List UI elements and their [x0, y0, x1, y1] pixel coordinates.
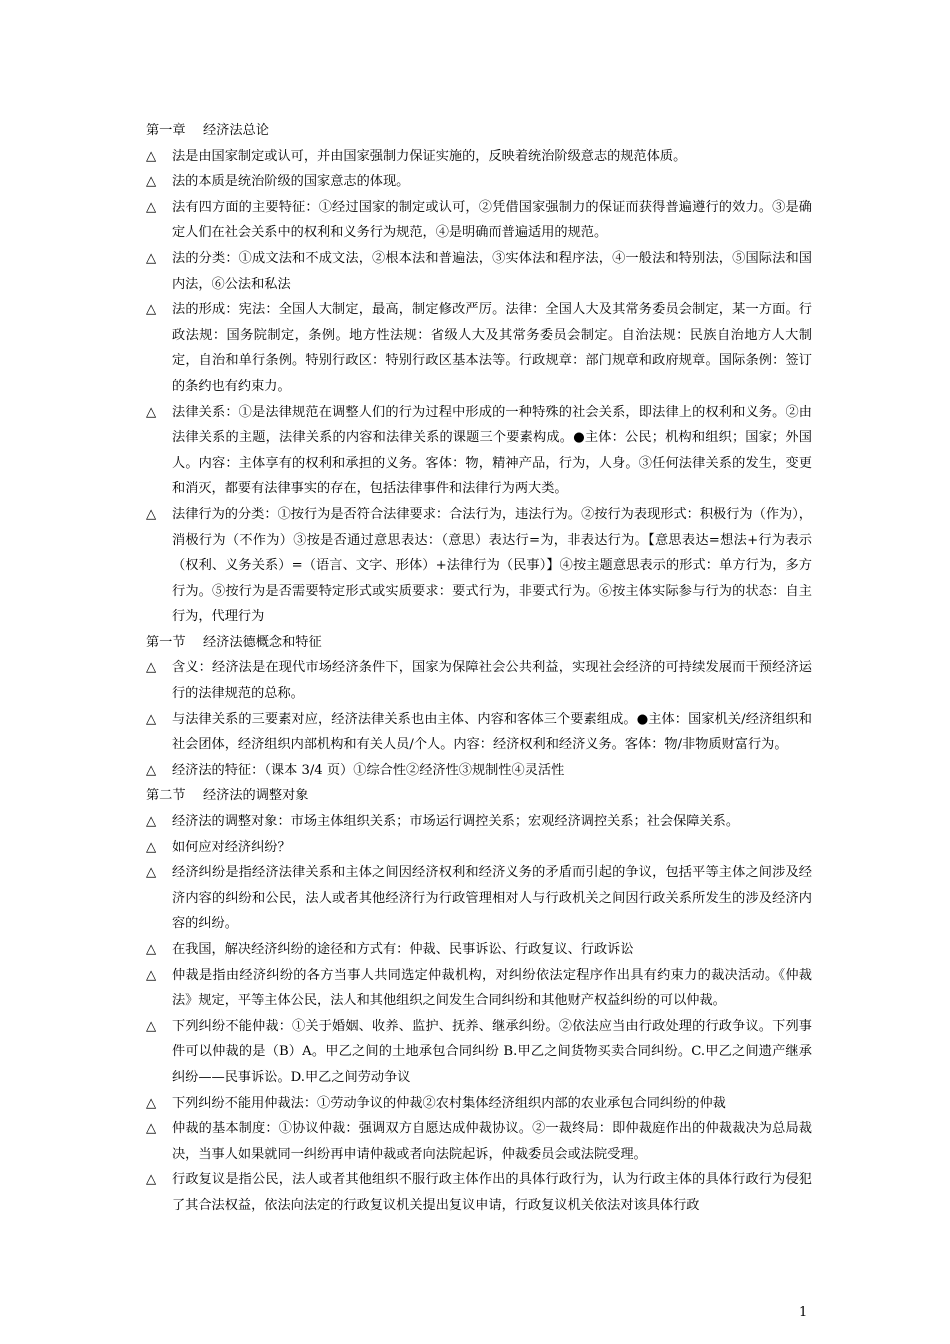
- list-item-text: 法的分类：①成文法和不成文法，②根本法和普遍法，③实体法和程序法，④一般法和特别法，⑤国际法和国内法，⑥公法和私法: [172, 250, 812, 292]
- triangle-bullet-icon: △: [146, 762, 157, 778]
- list-item: [146, 1091, 812, 1117]
- list-item: [146, 400, 812, 502]
- list-item-text: 经济纠纷是指经济法律关系和主体之间因经济权利和经济义务的矛盾而引起的争议，包括平等主体之间涉及经济内容的纠纷和公民，法人或者其他经济行为行政管理相对人与行政机关之间因行政关系所发生的涉及经济内容的纠纷。: [172, 865, 812, 932]
- list-item-text: 法的形成：宪法：全国人大制定，最高，制定修改严厉。法律：全国人大及其常务委员会制定，某一方面。行政法规：国务院制定，条例。地方性法规：省级人大及其常务委员会制定。自治法规：民族自治地方人大制定，自治和单行条例。特别行政区：特别行政区基本法等。行政规章：部门规章和政府规章。国际条例：签订的条约也有约束力。: [172, 302, 812, 394]
- list-item: [146, 144, 812, 170]
- section-heading: 第一节 经济法德概念和特征: [146, 634, 322, 650]
- list-item: [146, 169, 812, 195]
- triangle-bullet-icon: △: [146, 711, 157, 727]
- page-number: 1: [799, 1305, 808, 1320]
- list-item: [146, 1014, 812, 1091]
- triangle-bullet-icon: △: [146, 839, 157, 855]
- list-item: [146, 860, 812, 937]
- list-item-text: 下列纠纷不能用仲裁法：①劳动争议的仲裁②农村集体经济组织内部的农业承包合同纠纷的仲裁: [172, 1095, 726, 1111]
- list-item-text: 法有四方面的主要特征：①经过国家的制定或认可，②凭借国家强制力的保证而获得普遍遵行的效力。③是确定人们在社会关系中的权利和义务行为规范，④是明确而普遍适用的规范。: [172, 199, 812, 241]
- triangle-bullet-icon: △: [146, 404, 157, 420]
- list-item-text: 经济法的特征：（课本 3/4 页）①综合性②经济性③规制性④灵活性: [172, 762, 565, 778]
- list-item-text: 法律关系：①是法律规范在调整人们的行为过程中形成的一种特殊的社会关系，即法律上的权利和义务。②由法律关系的主题，法律关系的内容和法律关系的课题三个要素构成。●主体：公民；机构和组织；国家；外国人。内容：主体享有的权利和承担的义务。客体：物，精神产品，行为，人身。③任何法律关系的发生，变更和消灭，都要有法律事实的存在，包括法律事件和法律行为两大类。: [172, 404, 812, 497]
- triangle-bullet-icon: △: [146, 506, 157, 522]
- list-item-text: 仲裁的基本制度：①协议仲裁：强调双方自愿达成仲裁协议。②一裁终局：即仲裁庭作出的仲裁裁决为总局裁决，当事人如果就同一纠纷再申请仲裁或者向法院起诉，仲裁委员会或法院受理。: [172, 1121, 812, 1162]
- list-item: [146, 502, 812, 630]
- triangle-bullet-icon: △: [146, 1018, 157, 1034]
- list-item-text: 在我国，解决经济纠纷的途径和方式有：仲裁、民事诉讼、行政复议、行政诉讼: [172, 942, 634, 957]
- list-item: [146, 809, 812, 835]
- triangle-bullet-icon: △: [146, 865, 157, 881]
- document-body: [146, 118, 812, 1219]
- triangle-bullet-icon: △: [146, 1172, 157, 1188]
- list-item: [146, 835, 812, 861]
- section-heading: 第二节 经济法的调整对象: [146, 788, 309, 804]
- list-item-text: 行政复议是指公民，法人或者其他组织不服行政主体作出的具体行政行为，认为行政主体的具体行政行为侵犯了其合法权益，依法向法定的行政复议机关提出复议申请，行政复议机关依法对该具体行政: [172, 1172, 812, 1213]
- list-item: [146, 963, 812, 1014]
- triangle-bullet-icon: △: [146, 1121, 157, 1137]
- section-heading: 第一章 经济法总论: [146, 123, 269, 138]
- list-item: [146, 195, 812, 246]
- list-item-text: 下列纠纷不能仲裁：①关于婚姻、收养、监护、抚养、继承纠纷。②依法应当由行政处理的行政争议。下列事件可以仲裁的是（B）A。甲乙之间的土地承包合同纠纷 B.甲乙之间货物买卖合同纠纷。C.甲乙之间遗产继承纠纷——民事诉讼。D.甲乙之间劳动争议: [172, 1018, 812, 1085]
- list-item: [146, 707, 812, 758]
- list-item-text: 仲裁是指由经济纠纷的各方当事人共同选定仲裁机构，对纠纷依法定程序作出具有约束力的裁决活动。《仲裁法》规定，平等主体公民，法人和其他组织之间发生合同纠纷和其他财产权益纠纷的可以仲裁。: [172, 967, 812, 1009]
- list-item-text: 与法律关系的三要素对应，经济法律关系也由主体、内容和客体三个要素组成。●主体：国家机关/经济组织和社会团体，经济组织内部机构和有关人员/个人。内容：经济权利和经济义务。客体：物/非物质财富行为。: [172, 711, 812, 753]
- triangle-bullet-icon: △: [146, 174, 157, 190]
- triangle-bullet-icon: △: [146, 814, 157, 830]
- triangle-bullet-icon: △: [146, 967, 157, 983]
- list-item: [146, 1167, 812, 1218]
- list-item-text: 法的本质是统治阶级的国家意志的体现。: [172, 174, 410, 190]
- list-item: [146, 246, 812, 297]
- triangle-bullet-icon: △: [146, 302, 157, 318]
- triangle-bullet-icon: △: [146, 1095, 157, 1111]
- list-item-text: 法是由国家制定或认可，并由国家强制力保证实施的，反映着统治阶级意志的规范体质。: [172, 148, 687, 164]
- list-item: [146, 655, 812, 706]
- triangle-bullet-icon: △: [146, 199, 157, 215]
- list-item-text: 如何应对经济纠纷？: [172, 839, 291, 855]
- triangle-bullet-icon: △: [146, 942, 157, 957]
- list-item: [146, 1116, 812, 1167]
- list-item-text: 经济法的调整对象：市场主体组织关系；市场运行调控关系；宏观经济调控关系；社会保障关系。: [172, 814, 740, 830]
- triangle-bullet-icon: △: [146, 250, 157, 266]
- list-item: [146, 758, 812, 784]
- triangle-bullet-icon: △: [146, 148, 157, 164]
- triangle-bullet-icon: △: [146, 660, 157, 676]
- list-item: [146, 937, 812, 963]
- list-item: [146, 297, 812, 399]
- list-item-text: 法律行为的分类：①按行为是否符合法律要求：合法行为，违法行为。②按行为表现形式：积极行为（作为），消极行为（不作为）③按是否通过意思表达：（意思）表达行=为，非表达行为。【意思表达=想法+行为表示（权利、义务关系）=（语言、文字、形体）+法律行为（民事）】④按主题意思表示的形式：单方行为，多方行为。⑤按行为是否需要特定形式或实质要求：要式行为，非要式行为。⑥按主体实际参与行为的状态：自主行为，代理行为: [172, 506, 812, 625]
- list-item-text: 含义：经济法是在现代市场经济条件下，国家为保障社会公共利益，实现社会经济的可持续发展而干预经济运行的法律规范的总称。: [172, 660, 812, 702]
